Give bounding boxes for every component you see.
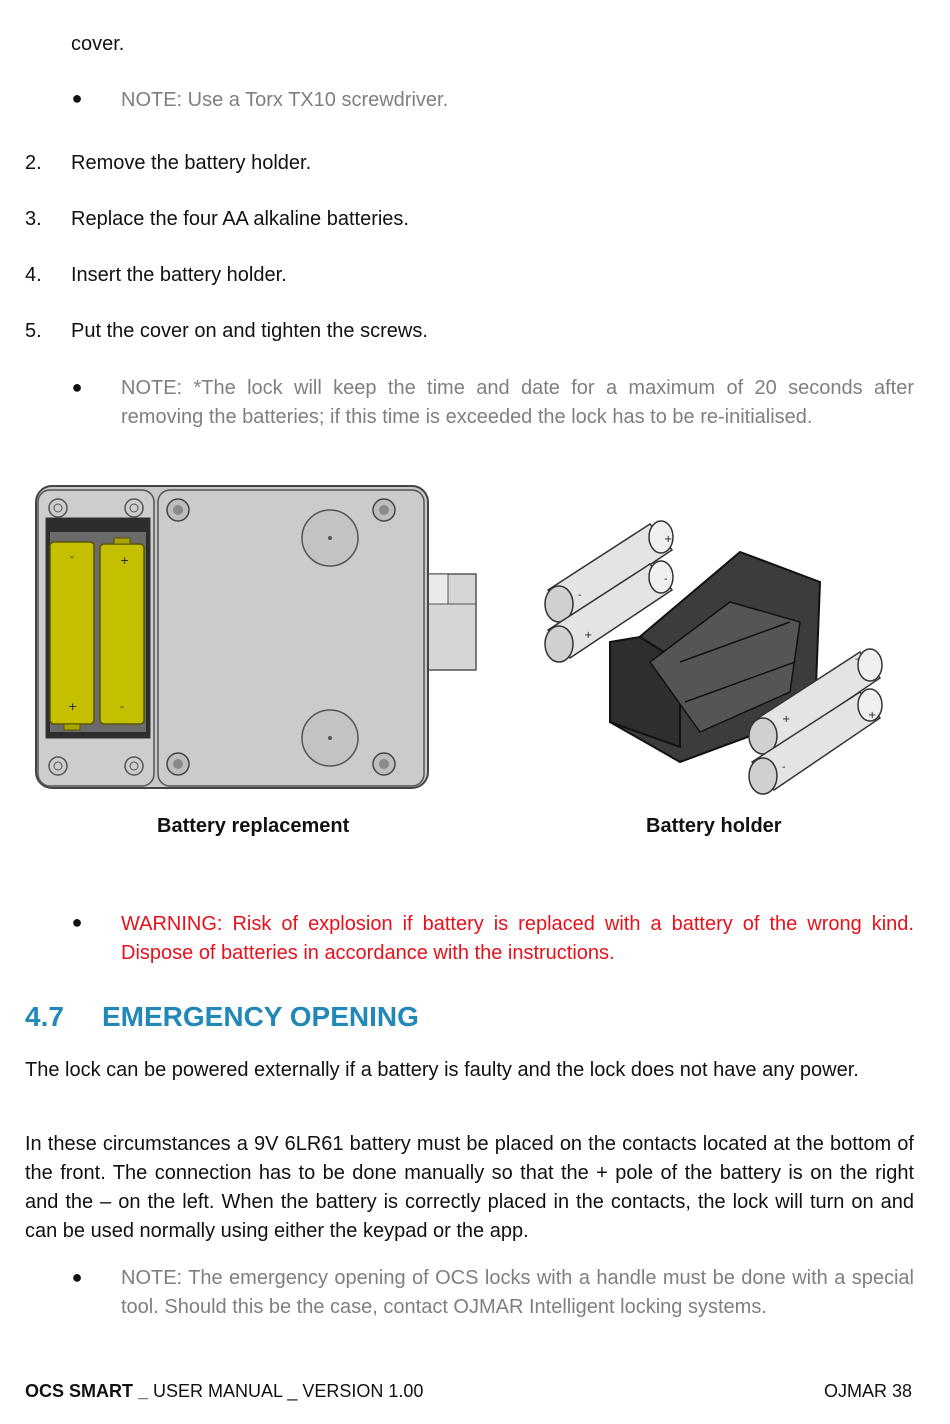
step-number: 5. (25, 320, 42, 342)
note-handle: NOTE: The emergency opening of OCS locks with a handle must be done with a special tool. Should this be the case, contact OJMAR Intelligent locking systems. (121, 1267, 914, 1318)
section-title: EMERGENCY OPENING (102, 1001, 419, 1032)
step-number: 4. (25, 264, 42, 286)
bullet-icon: ● (71, 377, 83, 397)
warning-text: WARNING: Risk of explosion if battery is replaced with a battery of the wrong kind. Dispose of batteries in accordance with the instructions. (121, 913, 914, 964)
minus-label: - (782, 762, 786, 773)
step-number: 2. (25, 152, 42, 174)
battery-holder-figure (530, 512, 900, 802)
plus-label: + (868, 710, 877, 721)
plus-label: + (120, 554, 130, 567)
minus-label: - (578, 590, 582, 601)
figure-caption: Battery holder (646, 815, 782, 837)
step-text: Remove the battery holder. (71, 152, 312, 174)
bullet-icon: ● (71, 88, 83, 108)
paragraph: The lock can be powered externally if a battery is faulty and the lock does not have any power. (25, 1059, 859, 1081)
footer-left (25, 1381, 423, 1402)
plus-label: + (664, 534, 673, 545)
plus-label: + (782, 714, 791, 725)
bullet-icon: ● (71, 912, 83, 932)
footer-product: OCS SMART _ (25, 1381, 149, 1401)
section-number: 4.7 (25, 1001, 64, 1032)
continuation-text: cover. (71, 33, 125, 55)
note-time: NOTE: *The lock will keep the time and date for a maximum of 20 seconds after removing the batteries; if this time is exceeded the lock has to be re-initialised. (121, 377, 914, 428)
note-torx: NOTE: Use a Torx TX10 screwdriver. (121, 89, 449, 111)
minus-label: - (120, 700, 124, 713)
paragraph: In these circumstances a 9V 6LR61 battery must be placed on the contacts located at the bottom of the front. The connection has to be done manually so that the + pole of the battery is on the right and the – on the left. When the battery is correctly placed in the contacts, the lock will turn on and can be used normally using either the keypad or the app. (25, 1133, 914, 1242)
plus-label: + (584, 630, 593, 641)
footer-page-number: OJMAR 38 (823, 1381, 912, 1401)
step-text: Insert the battery holder. (71, 264, 287, 286)
minus-label: - (664, 574, 668, 585)
step-text: Replace the four AA alkaline batteries. (71, 208, 409, 230)
step-number: 3. (25, 208, 42, 230)
bullet-icon: ● (71, 1267, 83, 1287)
step-text: Put the cover on and tighten the screws. (71, 320, 428, 342)
minus-label: - (70, 550, 74, 563)
plus-label: + (68, 700, 78, 713)
battery-replacement-figure (30, 482, 480, 794)
minus-label: - (855, 654, 859, 665)
footer-manual: USER MANUAL _ VERSION 1.00 (148, 1381, 424, 1401)
figure-caption: Battery replacement (157, 815, 350, 837)
